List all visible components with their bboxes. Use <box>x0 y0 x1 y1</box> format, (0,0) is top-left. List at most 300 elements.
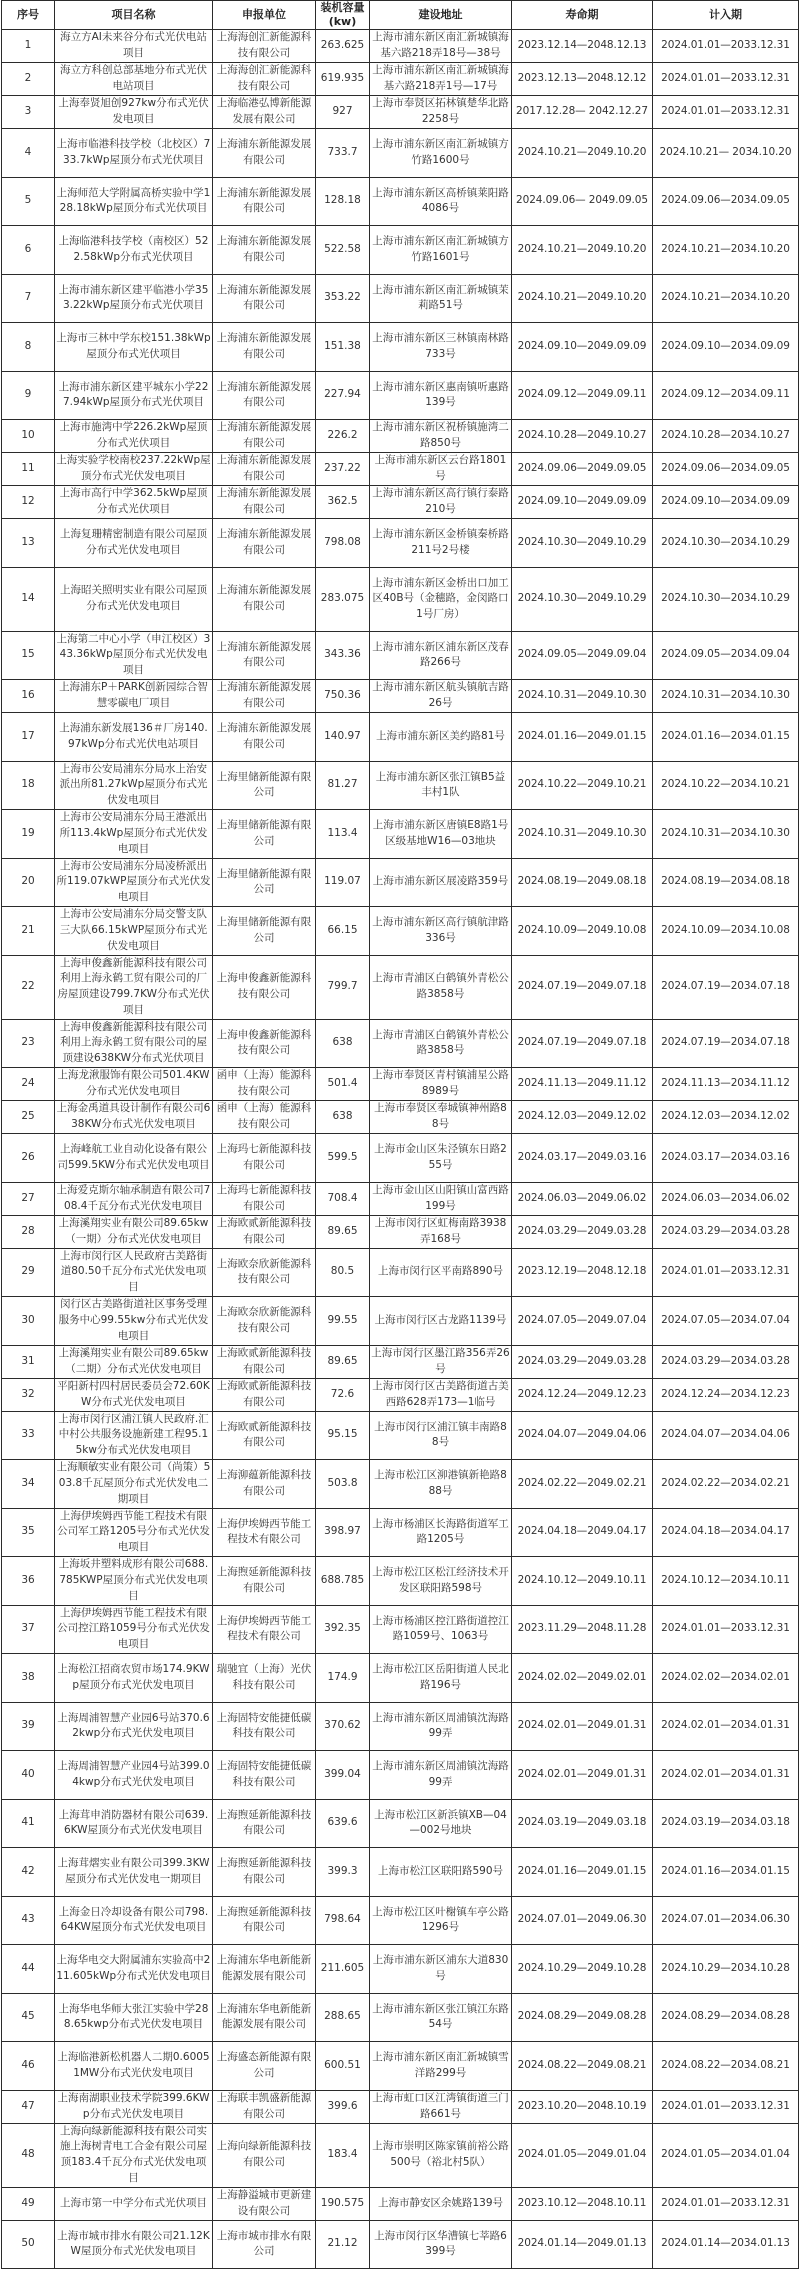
cell-project-name: 上海溪翔实业有限公司89.65kw（一期）分布式光伏发电项目 <box>55 1215 213 1248</box>
cell-no: 8 <box>2 323 55 372</box>
cell-no: 2 <box>2 63 55 96</box>
cell-capacity: 72.6 <box>316 1378 370 1411</box>
cell-lifespan: 2024.08.29—2049.08.28 <box>512 1993 653 2042</box>
table-row <box>2 2042 799 2091</box>
cell-no: 7 <box>2 274 55 323</box>
cell-project-name: 上海向绿新能源科技有限公司实施上海树青电工合金有限公司屋顶183.4千瓦分布式光伏发电项目 <box>55 2123 213 2187</box>
cell-no: 50 <box>2 2220 55 2269</box>
cell-address: 上海市松江区松江经济技术开发区联阳路598号 <box>370 1557 512 1606</box>
cell-address: 上海市杨浦区控江路街道控江路1059号、1063号 <box>370 1605 512 1654</box>
cell-crediting-period: 2024.01.01—2033.12.31 <box>653 1248 799 1297</box>
cell-applicant-unit: 上海向绿新能源科技有限公司 <box>213 2123 316 2187</box>
cell-project-name: 上海师范大学附属高桥实验中学128.18kWp屋顶分布式光伏项目 <box>55 177 213 226</box>
cell-crediting-period: 2024.03.29—2034.03.28 <box>653 1345 799 1378</box>
cell-project-name: 上海茸申消防器材有限公司639.6KW屋顶分布式光伏发电项目 <box>55 1799 213 1848</box>
cell-capacity: 283.075 <box>316 567 370 631</box>
cell-address: 上海市浦东新区惠南镇听惠路139号 <box>370 371 512 420</box>
cell-crediting-period: 2024.02.01—2034.01.31 <box>653 1751 799 1800</box>
table-row <box>2 1134 799 1183</box>
table-row <box>2 955 799 1019</box>
cell-crediting-period: 2024.01.01—2033.12.31 <box>653 1605 799 1654</box>
cell-crediting-period: 2024.08.29—2034.08.28 <box>653 1993 799 2042</box>
cell-no: 24 <box>2 1068 55 1101</box>
cell-capacity: 399.04 <box>316 1751 370 1800</box>
cell-applicant-unit: 上海煦延新能源科技有限公司 <box>213 1848 316 1897</box>
cell-applicant-unit: 上海泖蕴新能源科技有限公司 <box>213 1460 316 1509</box>
table-row <box>2 1378 799 1411</box>
cell-no: 44 <box>2 1945 55 1994</box>
cell-address: 上海市浦东新区周浦镇沈海路99弄 <box>370 1751 512 1800</box>
cell-applicant-unit: 上海里储新能源有限公司 <box>213 761 316 810</box>
cell-capacity: 89.65 <box>316 1215 370 1248</box>
cell-capacity: 80.5 <box>316 1248 370 1297</box>
cell-address: 上海市奉贤区拓林镇楚华北路2258号 <box>370 96 512 129</box>
cell-applicant-unit: 上海静溢城市更新建设有限公司 <box>213 2187 316 2220</box>
cell-project-name: 上海顺敏实业有限公司（尚策）503.8千瓦屋顶分布式光伏发电二期项目 <box>55 1460 213 1509</box>
cell-capacity: 392.35 <box>316 1605 370 1654</box>
cell-lifespan: 2024.07.19—2049.07.18 <box>512 955 653 1019</box>
cell-address: 上海市浦东新区浦东新区茂春路266号 <box>370 631 512 680</box>
cell-crediting-period: 2024.02.02—2034.02.01 <box>653 1654 799 1703</box>
table-row <box>2 907 799 956</box>
cell-capacity: 113.4 <box>316 810 370 859</box>
cell-no: 22 <box>2 955 55 1019</box>
cell-address: 上海市浦东新区南汇新城镇海基六路218弄18号—38号 <box>370 30 512 63</box>
table-row <box>2 680 799 713</box>
cell-capacity: 288.65 <box>316 1993 370 2042</box>
cell-project-name: 闵行区古美路街道社区事务受理服务中心99.55kw分布式光伏发电项目 <box>55 1297 213 1346</box>
cell-address: 上海市静安区余姚路139号 <box>370 2187 512 2220</box>
cell-capacity: 237.22 <box>316 453 370 486</box>
cell-address: 上海市浦东新区展凌路359号 <box>370 858 512 907</box>
cell-capacity: 638 <box>316 1101 370 1134</box>
cell-lifespan: 2024.10.21—2049.10.20 <box>512 274 653 323</box>
cell-project-name: 上海市公安局浦东分局水上治安派出所81.27kWp屋顶分布式光伏发电项目 <box>55 761 213 810</box>
table-row <box>2 1508 799 1557</box>
cell-capacity: 798.64 <box>316 1896 370 1945</box>
cell-lifespan: 2024.10.12—2049.10.11 <box>512 1557 653 1606</box>
cell-lifespan: 2023.12.14—2048.12.13 <box>512 30 653 63</box>
cell-capacity: 638 <box>316 1019 370 1068</box>
cell-crediting-period: 2024.03.17—2034.03.16 <box>653 1134 799 1183</box>
table-row <box>2 858 799 907</box>
cell-crediting-period: 2024.10.21—2034.10.20 <box>653 226 799 275</box>
table-row <box>2 96 799 129</box>
cell-capacity: 600.51 <box>316 2042 370 2091</box>
cell-applicant-unit: 上海临港弘博新能源发展有限公司 <box>213 96 316 129</box>
table-row <box>2 713 799 762</box>
cell-applicant-unit: 上海煦延新能源科技有限公司 <box>213 1799 316 1848</box>
cell-applicant-unit: 上海申俊鑫新能源科技有限公司 <box>213 1019 316 1068</box>
cell-lifespan: 2024.10.30—2049.10.29 <box>512 567 653 631</box>
cell-no: 28 <box>2 1215 55 1248</box>
cell-lifespan: 2023.10.20—2048.10.19 <box>512 2090 653 2123</box>
cell-crediting-period: 2024.04.07—2034.04.06 <box>653 1411 799 1460</box>
cell-no: 25 <box>2 1101 55 1134</box>
cell-address: 上海市闵行区平南路890号 <box>370 1248 512 1297</box>
table-row <box>2 2123 799 2187</box>
cell-lifespan: 2024.03.17—2049.03.16 <box>512 1134 653 1183</box>
cell-address: 上海市浦东新区金桥出口加工区40B号（金穗路，金闵路口1号厂房） <box>370 567 512 631</box>
cell-no: 1 <box>2 30 55 63</box>
cell-lifespan: 2024.03.29—2049.03.28 <box>512 1345 653 1378</box>
cell-crediting-period: 2024.03.29—2034.03.28 <box>653 1215 799 1248</box>
cell-applicant-unit: 上海浦东新能源发展有限公司 <box>213 519 316 568</box>
cell-crediting-period: 2024.07.05—2034.07.04 <box>653 1297 799 1346</box>
cell-no: 14 <box>2 567 55 631</box>
cell-applicant-unit: 上海浦东新能源发展有限公司 <box>213 177 316 226</box>
cell-project-name: 上海市闵行区人民政府古美路街道80.50千瓦分布式光伏发电项目 <box>55 1248 213 1297</box>
cell-capacity: 799.7 <box>316 955 370 1019</box>
cell-address: 上海市浦东新区浦东大道830号 <box>370 1945 512 1994</box>
cell-lifespan: 2024.01.16—2049.01.15 <box>512 713 653 762</box>
cell-address: 上海市松江区泖港镇新艳路888号 <box>370 1460 512 1509</box>
cell-lifespan: 2024.09.10—2049.09.09 <box>512 486 653 519</box>
cell-no: 9 <box>2 371 55 420</box>
table-row <box>2 810 799 859</box>
cell-address: 上海市浦东新区三林镇南林路733号 <box>370 323 512 372</box>
cell-capacity: 128.18 <box>316 177 370 226</box>
cell-no: 47 <box>2 2090 55 2123</box>
table-row <box>2 177 799 226</box>
cell-no: 46 <box>2 2042 55 2091</box>
cell-no: 38 <box>2 1654 55 1703</box>
cell-address: 上海市浦东新区南汇新城镇方竹路1600号 <box>370 129 512 178</box>
cell-address: 上海市崇明区陈家镇前裕公路500号（裕北村5队） <box>370 2123 512 2187</box>
cell-address: 上海市浦东新区云台路1801号 <box>370 453 512 486</box>
cell-address: 上海市闵行区古龙路1139号 <box>370 1297 512 1346</box>
cell-lifespan: 2017.12.28— 2042.12.27 <box>512 96 653 129</box>
table-row <box>2 420 799 453</box>
cell-no: 18 <box>2 761 55 810</box>
cell-no: 45 <box>2 1993 55 2042</box>
cell-no: 36 <box>2 1557 55 1606</box>
cell-lifespan: 2024.02.01—2049.01.31 <box>512 1702 653 1751</box>
pv-projects-table <box>1 0 799 2269</box>
cell-no: 4 <box>2 129 55 178</box>
cell-applicant-unit: 上海伊埃姆西节能工程技术有限公司 <box>213 1508 316 1557</box>
cell-capacity: 398.97 <box>316 1508 370 1557</box>
cell-capacity: 399.6 <box>316 2090 370 2123</box>
cell-no: 13 <box>2 519 55 568</box>
cell-project-name: 上海金日冷却设备有限公司798.64KW屋顶分布式光伏发电项目 <box>55 1896 213 1945</box>
table-row <box>2 1848 799 1897</box>
cell-applicant-unit: 上海浦东新能源发展有限公司 <box>213 631 316 680</box>
cell-no: 3 <box>2 96 55 129</box>
cell-no: 42 <box>2 1848 55 1897</box>
cell-lifespan: 2024.10.21—2049.10.20 <box>512 226 653 275</box>
table-row <box>2 567 799 631</box>
cell-no: 48 <box>2 2123 55 2187</box>
cell-no: 19 <box>2 810 55 859</box>
cell-applicant-unit: 上海欧奈欣新能源科技有限公司 <box>213 1248 316 1297</box>
cell-applicant-unit: 上海煦延新能源科技有限公司 <box>213 1896 316 1945</box>
cell-lifespan: 2024.07.05—2049.07.04 <box>512 1297 653 1346</box>
table-row <box>2 1345 799 1378</box>
cell-crediting-period: 2024.01.01—2033.12.31 <box>653 63 799 96</box>
cell-lifespan: 2024.09.06—2049.09.05 <box>512 453 653 486</box>
cell-address: 上海市奉贤区奉城镇神州路88号 <box>370 1101 512 1134</box>
cell-address: 上海市浦东新区高桥镇莱阳路4086号 <box>370 177 512 226</box>
cell-address: 上海市浦东新区航头镇航吉路26号 <box>370 680 512 713</box>
cell-crediting-period: 2024.10.28—2034.10.27 <box>653 420 799 453</box>
cell-address: 上海市闵行区浦江镇丰南路88号 <box>370 1411 512 1460</box>
cell-crediting-period: 2024.10.09—2034.10.08 <box>653 907 799 956</box>
cell-crediting-period: 2024.10.31—2034.10.30 <box>653 810 799 859</box>
table-row <box>2 761 799 810</box>
cell-capacity: 89.65 <box>316 1345 370 1378</box>
cell-address: 上海市浦东新区金桥镇秦桥路211号2号楼 <box>370 519 512 568</box>
cell-project-name: 上海奉贤旭创927kw分布式光伏发电项目 <box>55 96 213 129</box>
cell-lifespan: 2024.07.01—2049.06.30 <box>512 1896 653 1945</box>
cell-no: 33 <box>2 1411 55 1460</box>
cell-no: 26 <box>2 1134 55 1183</box>
cell-no: 20 <box>2 858 55 907</box>
header-lifespan: 寿命期 <box>512 1 653 30</box>
table-row <box>2 1460 799 1509</box>
cell-capacity: 501.4 <box>316 1068 370 1101</box>
header-address: 建设地址 <box>370 1 512 30</box>
cell-project-name: 上海市施湾中学226.2kWp屋顶分布式光伏项目 <box>55 420 213 453</box>
cell-crediting-period: 2024.04.18—2034.04.17 <box>653 1508 799 1557</box>
cell-capacity: 227.94 <box>316 371 370 420</box>
cell-capacity: 399.3 <box>316 1848 370 1897</box>
table-row <box>2 1654 799 1703</box>
cell-address: 上海市浦东新区张江镇江东路54号 <box>370 1993 512 2042</box>
cell-applicant-unit: 瑞驰宜（上海）光伏科技有限公司 <box>213 1654 316 1703</box>
cell-capacity: 522.58 <box>316 226 370 275</box>
table-row <box>2 1751 799 1800</box>
cell-capacity: 353.22 <box>316 274 370 323</box>
table-row <box>2 1411 799 1460</box>
cell-capacity: 190.575 <box>316 2187 370 2220</box>
cell-capacity: 211.605 <box>316 1945 370 1994</box>
cell-capacity: 619.935 <box>316 63 370 96</box>
cell-crediting-period: 2024.09.06—2034.09.05 <box>653 453 799 486</box>
cell-address: 上海市浦东新区唐镇E8路1号区级基地W16—03地块 <box>370 810 512 859</box>
table-row <box>2 2220 799 2269</box>
cell-applicant-unit: 上海欧贰新能源科技有限公司 <box>213 1411 316 1460</box>
cell-address: 上海市松江区叶榭镇车亭公路1296号 <box>370 1896 512 1945</box>
cell-project-name: 上海申俊鑫新能源科技有限公司利用上海永鹤工贸有限公司的屋顶建设638KW分布式光伏项目 <box>55 1019 213 1068</box>
cell-crediting-period: 2024.12.24—2034.12.23 <box>653 1378 799 1411</box>
cell-applicant-unit: 上海浦东华电新能新能源发展有限公司 <box>213 1993 316 2042</box>
table-row <box>2 1993 799 2042</box>
cell-project-name: 上海茸熠实业有限公司399.3KW屋顶分布式光伏发电一期项目 <box>55 1848 213 1897</box>
cell-project-name: 上海市闵行区浦江镇人民政府.汇中村公共服务设施新建工程95.15kw分布式光伏发电项目 <box>55 1411 213 1460</box>
cell-applicant-unit: 上海海创汇新能源科技有限公司 <box>213 63 316 96</box>
cell-applicant-unit: 上海浦东新能源发展有限公司 <box>213 486 316 519</box>
cell-crediting-period: 2024.09.10—2034.09.09 <box>653 486 799 519</box>
cell-crediting-period: 2024.10.22—2034.10.21 <box>653 761 799 810</box>
cell-no: 5 <box>2 177 55 226</box>
cell-lifespan: 2023.12.19—2048.12.18 <box>512 1248 653 1297</box>
cell-crediting-period: 2024.01.01—2033.12.31 <box>653 30 799 63</box>
cell-applicant-unit: 函申（上海）能源科技有限公司 <box>213 1068 316 1101</box>
cell-project-name: 上海市公安局浦东分局交警支队三大队66.15kWP屋顶分布式光伏发电项目 <box>55 907 213 956</box>
cell-crediting-period: 2024.01.16—2034.01.15 <box>653 713 799 762</box>
cell-no: 27 <box>2 1182 55 1215</box>
cell-capacity: 183.4 <box>316 2123 370 2187</box>
cell-crediting-period: 2024.01.01—2033.12.31 <box>653 96 799 129</box>
cell-crediting-period: 2024.10.30—2034.10.29 <box>653 567 799 631</box>
cell-project-name: 海立方科创总部基地分布式光伏电站项目 <box>55 63 213 96</box>
cell-applicant-unit: 上海里储新能源有限公司 <box>213 810 316 859</box>
cell-crediting-period: 2024.07.01—2034.06.30 <box>653 1896 799 1945</box>
cell-crediting-period: 2024.01.01—2033.12.31 <box>653 2090 799 2123</box>
cell-lifespan: 2024.10.28—2049.10.27 <box>512 420 653 453</box>
cell-crediting-period: 2024.10.21—2034.10.20 <box>653 274 799 323</box>
cell-project-name: 上海伊埃姆西节能工程技术有限公司控江路1059号分布式光伏发电项目 <box>55 1605 213 1654</box>
cell-project-name: 上海华电华师大张江实验中学288.65kwp分布式光伏发电项目 <box>55 1993 213 2042</box>
cell-project-name: 上海第二中心小学（申江校区）343.36kWp屋顶分布式光伏发电项目 <box>55 631 213 680</box>
cell-lifespan: 2024.10.09—2049.10.08 <box>512 907 653 956</box>
cell-lifespan: 2024.01.14—2049.01.13 <box>512 2220 653 2269</box>
cell-applicant-unit: 上海市城市排水有限公司 <box>213 2220 316 2269</box>
cell-address: 上海市青浦区白鹤镇外青松公路3858号 <box>370 1019 512 1068</box>
cell-address: 上海市松江区联阳路590号 <box>370 1848 512 1897</box>
table-row <box>2 519 799 568</box>
cell-lifespan: 2024.09.05—2049.09.04 <box>512 631 653 680</box>
cell-capacity: 733.7 <box>316 129 370 178</box>
cell-lifespan: 2024.10.29—2049.10.28 <box>512 1945 653 1994</box>
cell-project-name: 上海市浦东新区建平临港小学353.22kWp屋顶分布式光伏项目 <box>55 274 213 323</box>
table-row <box>2 226 799 275</box>
cell-crediting-period: 2024.10.30—2034.10.29 <box>653 519 799 568</box>
cell-applicant-unit: 上海海创汇新能源科技有限公司 <box>213 30 316 63</box>
cell-applicant-unit: 上海浦东新能源发展有限公司 <box>213 567 316 631</box>
cell-lifespan: 2024.11.13—2049.11.12 <box>512 1068 653 1101</box>
cell-applicant-unit: 上海浦东新能源发展有限公司 <box>213 226 316 275</box>
table-row <box>2 1019 799 1068</box>
cell-address: 上海市金山区朱泾镇东日路255号 <box>370 1134 512 1183</box>
cell-crediting-period: 2024.09.05—2034.09.04 <box>653 631 799 680</box>
table-row <box>2 274 799 323</box>
cell-no: 6 <box>2 226 55 275</box>
table-row <box>2 1297 799 1346</box>
cell-lifespan: 2024.12.03—2049.12.02 <box>512 1101 653 1134</box>
cell-applicant-unit: 函申（上海）能源科技有限公司 <box>213 1101 316 1134</box>
table-row <box>2 1605 799 1654</box>
cell-lifespan: 2024.09.06— 2049.09.05 <box>512 177 653 226</box>
cell-crediting-period: 2024.07.19—2034.07.18 <box>653 1019 799 1068</box>
table-row <box>2 371 799 420</box>
cell-project-name: 上海市城市排水有限公司21.12KW屋顶分布式光伏发电项目 <box>55 2220 213 2269</box>
cell-applicant-unit: 上海浦东新能源发展有限公司 <box>213 323 316 372</box>
table-row <box>2 2187 799 2220</box>
table-row <box>2 1182 799 1215</box>
cell-crediting-period: 2024.08.22—2034.08.21 <box>653 2042 799 2091</box>
cell-project-name: 上海松江招商农贸市场174.9KWp屋顶分布式光伏发电项目 <box>55 1654 213 1703</box>
table-row <box>2 453 799 486</box>
table-row <box>2 1215 799 1248</box>
cell-address: 上海市浦东新区南汇新城镇茉莉路51号 <box>370 274 512 323</box>
cell-project-name: 上海复珊精密制造有限公司屋顶分布式光伏发电项目 <box>55 519 213 568</box>
cell-crediting-period: 2024.09.12—2034.09.11 <box>653 371 799 420</box>
cell-capacity: 99.55 <box>316 1297 370 1346</box>
cell-capacity: 66.15 <box>316 907 370 956</box>
cell-address: 上海市杨浦区长海路街道军工路1205号 <box>370 1508 512 1557</box>
cell-project-name: 上海浦东P＋PARK创新园综合智慧零碳电厂项目 <box>55 680 213 713</box>
cell-lifespan: 2024.06.03—2049.06.02 <box>512 1182 653 1215</box>
cell-lifespan: 2024.12.24—2049.12.23 <box>512 1378 653 1411</box>
cell-project-name: 海立方AI未来谷分布式光伏电站项目 <box>55 30 213 63</box>
cell-lifespan: 2024.09.12—2049.09.11 <box>512 371 653 420</box>
cell-address: 上海市浦东新区南汇新城镇方竹路1601号 <box>370 226 512 275</box>
cell-lifespan: 2024.01.16—2049.01.15 <box>512 1848 653 1897</box>
cell-project-name: 上海市公安局浦东分局王港派出所113.4kWp屋顶分布式光伏发电项目 <box>55 810 213 859</box>
cell-crediting-period: 2024.12.03—2034.12.02 <box>653 1101 799 1134</box>
table-row <box>2 1702 799 1751</box>
cell-lifespan: 2024.07.19—2049.07.18 <box>512 1019 653 1068</box>
cell-crediting-period: 2024.11.13—2034.11.12 <box>653 1068 799 1101</box>
table-row <box>2 1799 799 1848</box>
cell-no: 15 <box>2 631 55 680</box>
cell-project-name: 上海南湖职业技术学院399.6KWp分布式光伏发电项目 <box>55 2090 213 2123</box>
cell-project-name: 上海龙湫服饰有限公司501.4KW分布式光伏发电项目 <box>55 1068 213 1101</box>
cell-crediting-period: 2024.01.01—2033.12.31 <box>653 2187 799 2220</box>
cell-lifespan: 2024.01.05—2049.01.04 <box>512 2123 653 2187</box>
cell-address: 上海市浦东新区周浦镇沈海路99弄 <box>370 1702 512 1751</box>
cell-project-name: 上海周浦智慧产业园6号站370.62kwp分布式光伏发电项目 <box>55 1702 213 1751</box>
cell-applicant-unit: 上海欧贰新能源科技有限公司 <box>213 1215 316 1248</box>
cell-capacity: 226.2 <box>316 420 370 453</box>
cell-no: 49 <box>2 2187 55 2220</box>
cell-address: 上海市闵行区墨江路356弄26号 <box>370 1345 512 1378</box>
cell-crediting-period: 2024.02.01—2034.01.31 <box>653 1702 799 1751</box>
header-name: 项目名称 <box>55 1 213 30</box>
cell-crediting-period: 2024.09.06—2034.09.05 <box>653 177 799 226</box>
cell-lifespan: 2024.04.07—2049.04.06 <box>512 1411 653 1460</box>
cell-project-name: 上海华电交大附属浦东实验高中211.605kWp分布式光伏发电项目 <box>55 1945 213 1994</box>
cell-crediting-period: 2024.01.16—2034.01.15 <box>653 1848 799 1897</box>
cell-crediting-period: 2024.09.10—2034.09.09 <box>653 323 799 372</box>
cell-capacity: 263.625 <box>316 30 370 63</box>
cell-project-name: 上海实验学校南校237.22kWp屋顶分布式光伏发电项目 <box>55 453 213 486</box>
cell-applicant-unit: 上海申俊鑫新能源科技有限公司 <box>213 955 316 1019</box>
cell-address: 上海市虹口区江湾镇街道三门路661号 <box>370 2090 512 2123</box>
cell-address: 上海市浦东新区高行镇航津路336号 <box>370 907 512 956</box>
cell-crediting-period: 2024.07.19—2034.07.18 <box>653 955 799 1019</box>
cell-no: 34 <box>2 1460 55 1509</box>
cell-project-name: 上海峰航工业自动化设备有限公司599.5KW分布式光伏发电项目 <box>55 1134 213 1183</box>
table-row <box>2 323 799 372</box>
cell-applicant-unit: 上海浦东华电新能新能源发展有限公司 <box>213 1945 316 1994</box>
cell-lifespan: 2024.03.29—2049.03.28 <box>512 1215 653 1248</box>
cell-capacity: 174.9 <box>316 1654 370 1703</box>
cell-no: 23 <box>2 1019 55 1068</box>
cell-applicant-unit: 上海欧贰新能源科技有限公司 <box>213 1378 316 1411</box>
cell-address: 上海市闵行区虹梅南路3938弄168号 <box>370 1215 512 1248</box>
cell-lifespan: 2024.03.19—2049.03.18 <box>512 1799 653 1848</box>
cell-address: 上海市浦东新区张江镇B5益丰村1队 <box>370 761 512 810</box>
cell-no: 21 <box>2 907 55 956</box>
cell-address: 上海市浦东新区祝桥镇施湾二路850号 <box>370 420 512 453</box>
cell-address: 上海市闵行区华漕镇七莘路6399号 <box>370 2220 512 2269</box>
header-capacity: 装机容量(kw) <box>316 1 370 30</box>
cell-lifespan: 2024.10.31—2049.10.30 <box>512 680 653 713</box>
cell-no: 40 <box>2 1751 55 1800</box>
cell-crediting-period: 2024.10.12—2034.10.11 <box>653 1557 799 1606</box>
cell-address: 上海市松江区新浜镇XB—04—002号地块 <box>370 1799 512 1848</box>
cell-applicant-unit: 上海固特安能捷低碳科技有限公司 <box>213 1751 316 1800</box>
cell-applicant-unit: 上海浦东新能源发展有限公司 <box>213 453 316 486</box>
table-row <box>2 63 799 96</box>
cell-address: 上海市浦东新区美约路81号 <box>370 713 512 762</box>
cell-applicant-unit: 上海浦东新能源发展有限公司 <box>213 129 316 178</box>
cell-capacity: 151.38 <box>316 323 370 372</box>
cell-address: 上海市金山区山阳镇山富西路199号 <box>370 1182 512 1215</box>
